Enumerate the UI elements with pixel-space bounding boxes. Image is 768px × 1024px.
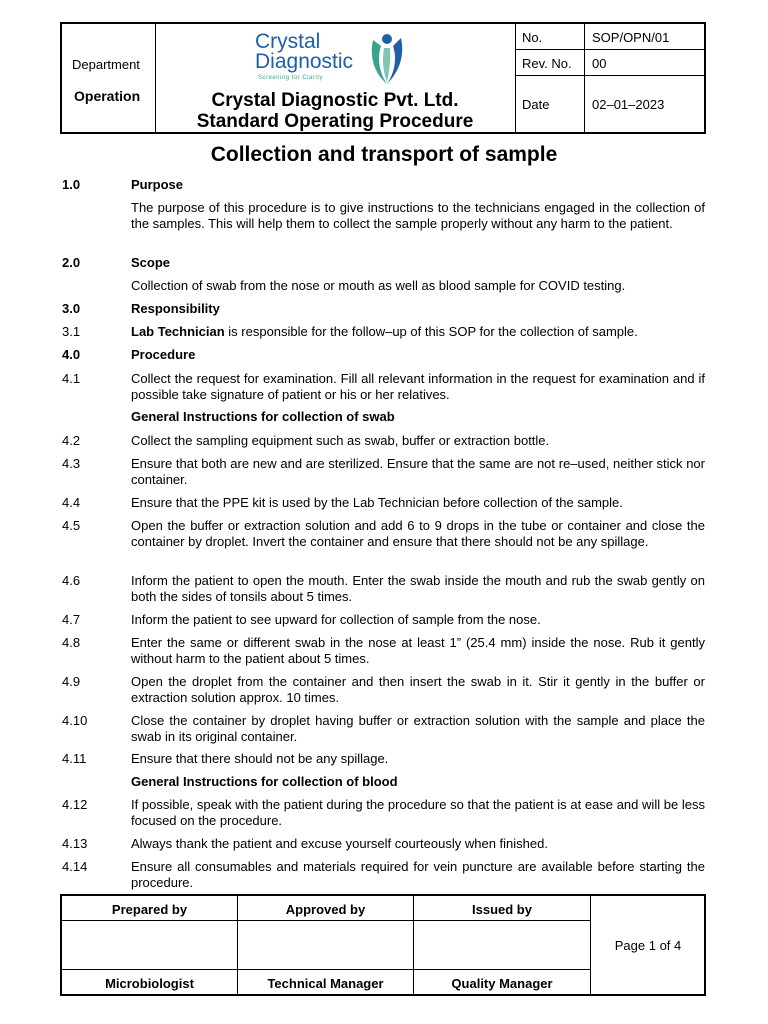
department-cell: [62, 24, 156, 132]
section-text: The purpose of this procedure is to give instructions to the technicians engaged in the collection of the samples. This will help them to collect the sample properly without any harm to the patient.: [131, 200, 705, 231]
item-text: Inform the patient to see upward for collection of sample from the nose.: [131, 612, 541, 627]
item-text: Open the droplet from the container and then insert the swab in it. Stir it gently in the buffer or extraction solution approx. 10 times.: [131, 674, 705, 705]
meta-key: Rev. No.: [522, 56, 572, 71]
role-description: is responsible for the follow–up of this SOP for the collection of sample.: [224, 324, 638, 339]
meta-key: No.: [522, 30, 543, 45]
meta-row-number: [515, 24, 704, 50]
meta-value: 00: [592, 56, 607, 71]
prepared-by-role: Microbiologist: [105, 976, 194, 991]
company-cell: [155, 24, 516, 132]
item-number: 4.5: [62, 518, 81, 533]
subsection-heading: General Instructions for collection of blood: [131, 774, 398, 789]
section-number: 4.0: [62, 347, 81, 362]
document-header: [60, 22, 706, 134]
department-value: Operation: [74, 88, 141, 104]
approved-column: [238, 896, 414, 994]
department-label: Department: [72, 57, 140, 72]
item-number: 4.8: [62, 635, 81, 650]
company-name: Crystal Diagnostic Pvt. Ltd.: [211, 90, 459, 111]
item-number: 4.9: [62, 674, 81, 689]
item-text: Enter the same or different swab in the nose at least 1” (25.4 mm) inside the nose. Rub it gently without harm to the patient about 5 times.: [131, 635, 705, 666]
section-heading: Responsibility: [131, 301, 220, 316]
document-title: Collection and transport of sample: [210, 143, 558, 166]
item-text: Always thank the patient and excuse yourself courteously when finished.: [131, 836, 548, 851]
subsection-heading: General Instructions for collection of swab: [131, 409, 395, 424]
item-number: 3.1: [62, 324, 81, 339]
item-number: 4.1: [62, 371, 81, 386]
item-text: Ensure that the PPE kit is used by the Lab Technician before collection of the sample.: [131, 495, 623, 510]
logo-text-diagnostic: Diagnostic: [255, 50, 354, 73]
meta-value: SOP/OPN/01: [592, 30, 670, 45]
approved-by-label: Approved by: [285, 902, 366, 917]
document-type: Standard Operating Procedure: [196, 111, 474, 132]
item-number: 4.14: [62, 859, 88, 874]
item-number: 4.6: [62, 573, 81, 588]
prepared-column: [62, 896, 238, 994]
item-text: Ensure that both are new and are sterilized. Ensure that the same are not re–used, neither stick nor container.: [131, 456, 705, 487]
item-text: Ensure all consumables and materials required for vein puncture are available before starting the procedure.: [131, 859, 705, 890]
logo-figure-icon: [367, 30, 407, 86]
approval-footer: [60, 894, 706, 996]
section-number: 2.0: [62, 255, 81, 270]
section-heading: Purpose: [131, 177, 184, 192]
item-number: 4.10: [62, 713, 88, 728]
item-text: Ensure that there should not be any spillage.: [131, 751, 389, 766]
item-number: 4.2: [62, 433, 81, 448]
section-heading: Scope: [131, 255, 171, 270]
section-number: 1.0: [62, 177, 81, 192]
issued-column: [414, 896, 591, 994]
issued-by-label: Issued by: [472, 902, 532, 917]
logo-tagline: Screening for Clarity: [258, 75, 323, 81]
role-name: Lab Technician: [131, 324, 225, 339]
company-logo: [255, 30, 405, 86]
meta-key: Date: [522, 97, 550, 112]
item-number: 4.7: [62, 612, 81, 627]
prepared-by-label: Prepared by: [111, 902, 188, 917]
section-number: 3.0: [62, 301, 81, 316]
item-text: [131, 324, 705, 340]
item-text: Close the container by droplet having buffer or extraction solution with the sample and place the swab in its original container.: [131, 713, 705, 744]
meta-value: 02–01–2023: [592, 97, 665, 112]
section-text: Collection of swab from the nose or mouth as well as blood sample for COVID testing.: [131, 278, 626, 293]
page-number: Page 1 of 4: [614, 937, 682, 953]
item-text: Collect the request for examination. Fill all relevant information in the request for examination and if possible take signature of patient or his or her relatives.: [131, 371, 705, 402]
item-text: If possible, speak with the patient during the procedure so that the patient is at ease and will be less focused on the procedure.: [131, 797, 705, 828]
meta-row-revision: [515, 50, 704, 76]
item-text: Inform the patient to open the mouth. Enter the swab inside the mouth and rub the swab gently on both the sides of tonsils about 5 times.: [131, 573, 705, 604]
approved-by-role: Technical Manager: [267, 976, 384, 991]
document-meta: [515, 24, 704, 132]
item-number: 4.13: [62, 836, 88, 851]
issued-by-role: Quality Manager: [451, 976, 553, 991]
section-heading: Procedure: [131, 347, 196, 362]
item-text: Open the buffer or extraction solution and add 6 to 9 drops in the tube or container and close the container by droplet. Invert the container and ensure that there should not be any spillage.: [131, 518, 705, 549]
item-number: 4.11: [62, 751, 87, 766]
item-number: 4.12: [62, 797, 88, 812]
logo-text-crystal: Crystal: [255, 30, 321, 53]
item-number: 4.4: [62, 495, 81, 510]
item-text: Collect the sampling equipment such as swab, buffer or extraction bottle.: [131, 433, 550, 448]
item-number: 4.3: [62, 456, 81, 471]
meta-row-date: [515, 76, 704, 132]
